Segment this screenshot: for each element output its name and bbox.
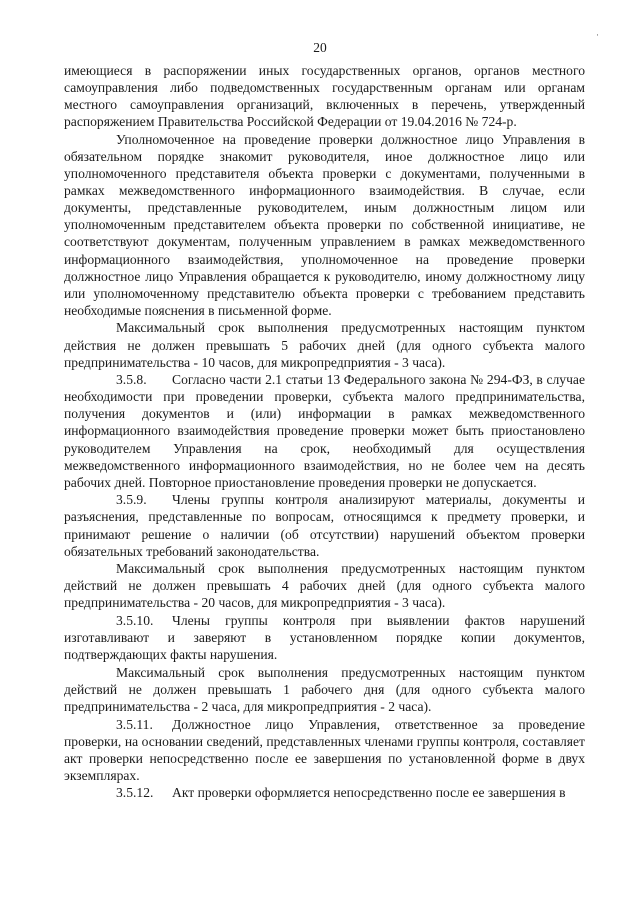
- paragraph: [64, 131, 585, 319]
- paragraph: [64, 560, 585, 611]
- numbered-paragraph: [64, 784, 585, 801]
- document-body: [64, 62, 585, 802]
- paragraph-number: 3.5.11.: [116, 716, 153, 732]
- paragraph: [64, 319, 585, 370]
- paragraph-number: 3.5.8.: [116, 372, 147, 388]
- paragraph-text: Максимальный срок выполнения предусмотренных настоящим пунктом действия не должен превышать 5 рабочих дней (для одного субъекта малого предпринимательства - 10 часов, для микропредприятия - 3 часа).: [64, 320, 585, 370]
- paragraph-number: 3.5.12.: [116, 785, 154, 801]
- corner-mark: ·: [596, 30, 599, 40]
- numbered-paragraph: [64, 371, 585, 491]
- paragraph-text: Члены группы контроля анализируют материалы, документы и разъяснения, представленные по вопросам, относящимся к предмету проверки, и принимают решение о наличии (об отсутствии) нарушений объектом проверки обязательных требований законодательства.: [64, 492, 585, 559]
- paragraph: [64, 62, 585, 130]
- numbered-paragraph: [64, 491, 585, 559]
- paragraph-number: 3.5.9.: [116, 492, 147, 508]
- paragraph-text: Максимальный срок выполнения предусмотренных настоящим пунктом действий не должен превышать 1 рабочего дня (для одного субъекта малого предпринимательства - 2 часа, для микропредприятия - 2 часа).: [64, 664, 585, 714]
- paragraph-text: Согласно части 2.1 статьи 13 Федерального закона № 294-ФЗ, в случае необходимости при проведении проверки, субъекта малого предпринимательства, получения документов и (или) информации в рамках межведомственного информационного взаимодействия проведение проверки может быть приостановлено руководителем Управления на срок, необходимый для осуществления межведомственного информационного взаимодействия, но не более чем на десять рабочих дней. Повторное приостановление проведения проверки не допускается.: [64, 372, 585, 490]
- paragraph-text: Должностное лицо Управления, ответственное за проведение проверки, на основании сведений, представленных членами группы контроля, составляет акт проверки непосредственно после ее завершения по установленной форме в двух экземплярах.: [64, 716, 585, 783]
- paragraph-text: Члены группы контроля при выявлении фактов нарушений изготавливают и заверяют в установленном порядке копии документов, подтверждающих факты нарушения.: [64, 613, 585, 663]
- paragraph-text: Максимальный срок выполнения предусмотренных настоящим пунктом действий не должен превышать 4 рабочих дней (для одного субъекта малого предпринимательства - 20 часов, для микропредприятия - 3 часа).: [64, 561, 585, 611]
- paragraph: [64, 664, 585, 715]
- numbered-paragraph: [64, 612, 585, 663]
- paragraph-number: 3.5.10.: [116, 613, 154, 628]
- paragraph-text: имеющиеся в распоряжении иных государственных органов, органов местного самоуправления либо подведомственных государственным органам или органам местного самоуправления организаций, включенных в перечень, утвержденный распоряжением Правительства Российской Федерации от 19.04.2016 № 724-р.: [64, 63, 585, 130]
- page-number: 20: [313, 40, 327, 55]
- numbered-paragraph: [64, 716, 585, 784]
- paragraph-text: Уполномоченное на проведение проверки должностное лицо Управления в обязательном порядке знакомит руководителя, иное должностное лицо или уполномоченного представителя объекта проверки с документами, полученными в рамках межведомственного информационного взаимодействия. В случае, если документы, представленные руководителем, иным должностным лицом или уполномоченным представителем объекта проверки по собственной инициативе, не соответствуют документам, полученным управлением в рамках межведомственного информационного взаимодействия, уполномоченное на проведение проверки должностное лицо Управления обращается к руководителю, иному должностному лицу или уполномоченному представителю объекта проверки с требованием представить необходимые пояснения в письменной форме.: [64, 131, 585, 318]
- paragraph-text: Акт проверки оформляется непосредственно после ее завершения в: [172, 785, 566, 801]
